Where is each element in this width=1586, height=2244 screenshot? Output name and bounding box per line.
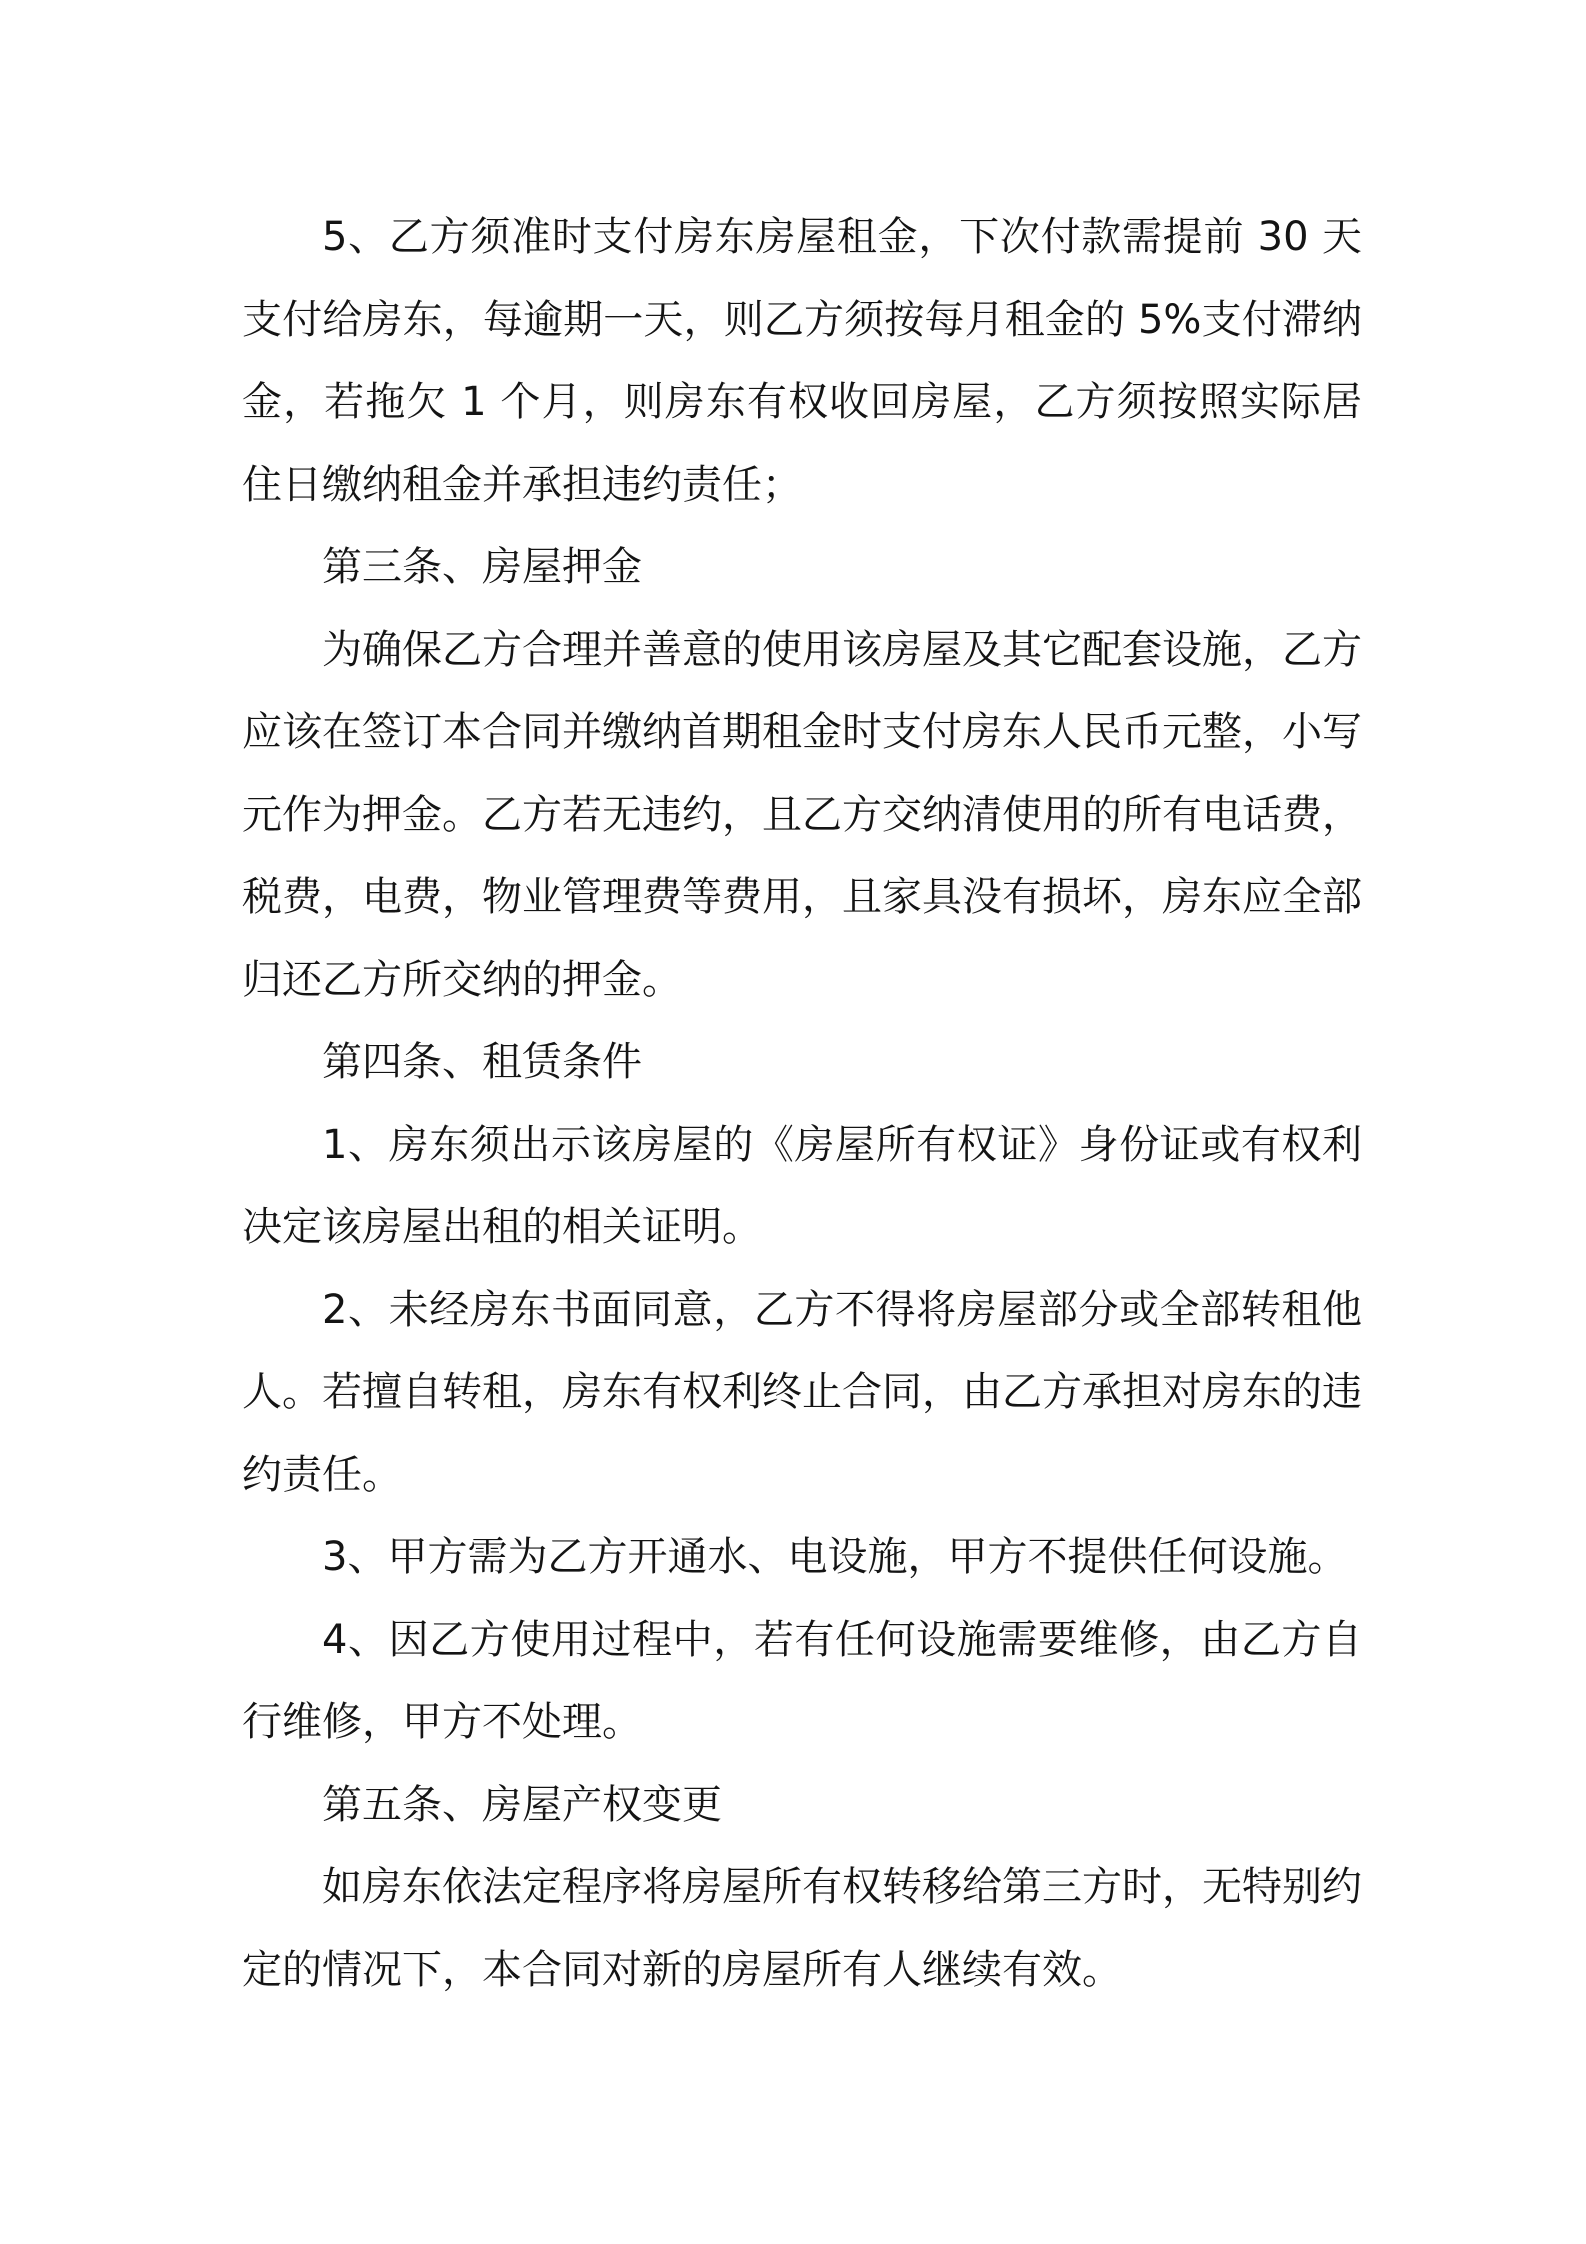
article-4-item-1: 1、房东须出示该房屋的《房屋所有权证》身份证或有权利决定该房屋出租的相关证明。 — [242, 1121, 1362, 1250]
clause-5-late-payment: 5、乙方须准时支付房东房屋租金，下次付款需提前 30 天支付给房东，每逾期一天，则乙方须按每月租金的 5%支付滞纳金，若拖欠 1 个月，则房东有权收回房屋，乙方须按照实际居住日缴纳租金并承担违约责任； — [242, 214, 1362, 508]
article-4-item-4: 4、因乙方使用过程中，若有任何设施需要维修，由乙方自行维修，甲方不处理。 — [242, 1616, 1362, 1745]
article-5-text: 如房东依法定程序将房屋所有权转移给第三方时，无特别约定的情况下，本合同对新的房屋所有人继续有效。 — [242, 1864, 1362, 1993]
article-5-heading: 第五条、房屋产权变更 — [322, 1781, 722, 1828]
article-3-deposit-text: 为确保乙方合理并善意的使用该房屋及其它配套设施，乙方应该在签订本合同并缴纳首期租金时支付房东人民币元整，小写元作为押金。乙方若无违约，且乙方交纳清使用的所有电话费，税费，电费，物业管理费等费用，且家具没有损坏，房东应全部归还乙方所交纳的押金。 — [242, 626, 1362, 1003]
article-4-item-2: 2、未经房东书面同意，乙方不得将房屋部分或全部转租他人。若擅自转租，房东有权利终止合同，由乙方承担对房东的违约责任。 — [242, 1286, 1362, 1498]
article-4-heading: 第四条、租赁条件 — [322, 1039, 642, 1085]
article-4-item-3: 3、甲方需为乙方开通水、电设施，甲方不提供任何设施。 — [322, 1534, 1348, 1580]
document-body — [242, 196, 1362, 2011]
article-3-heading: 第三条、房屋押金 — [322, 544, 642, 590]
